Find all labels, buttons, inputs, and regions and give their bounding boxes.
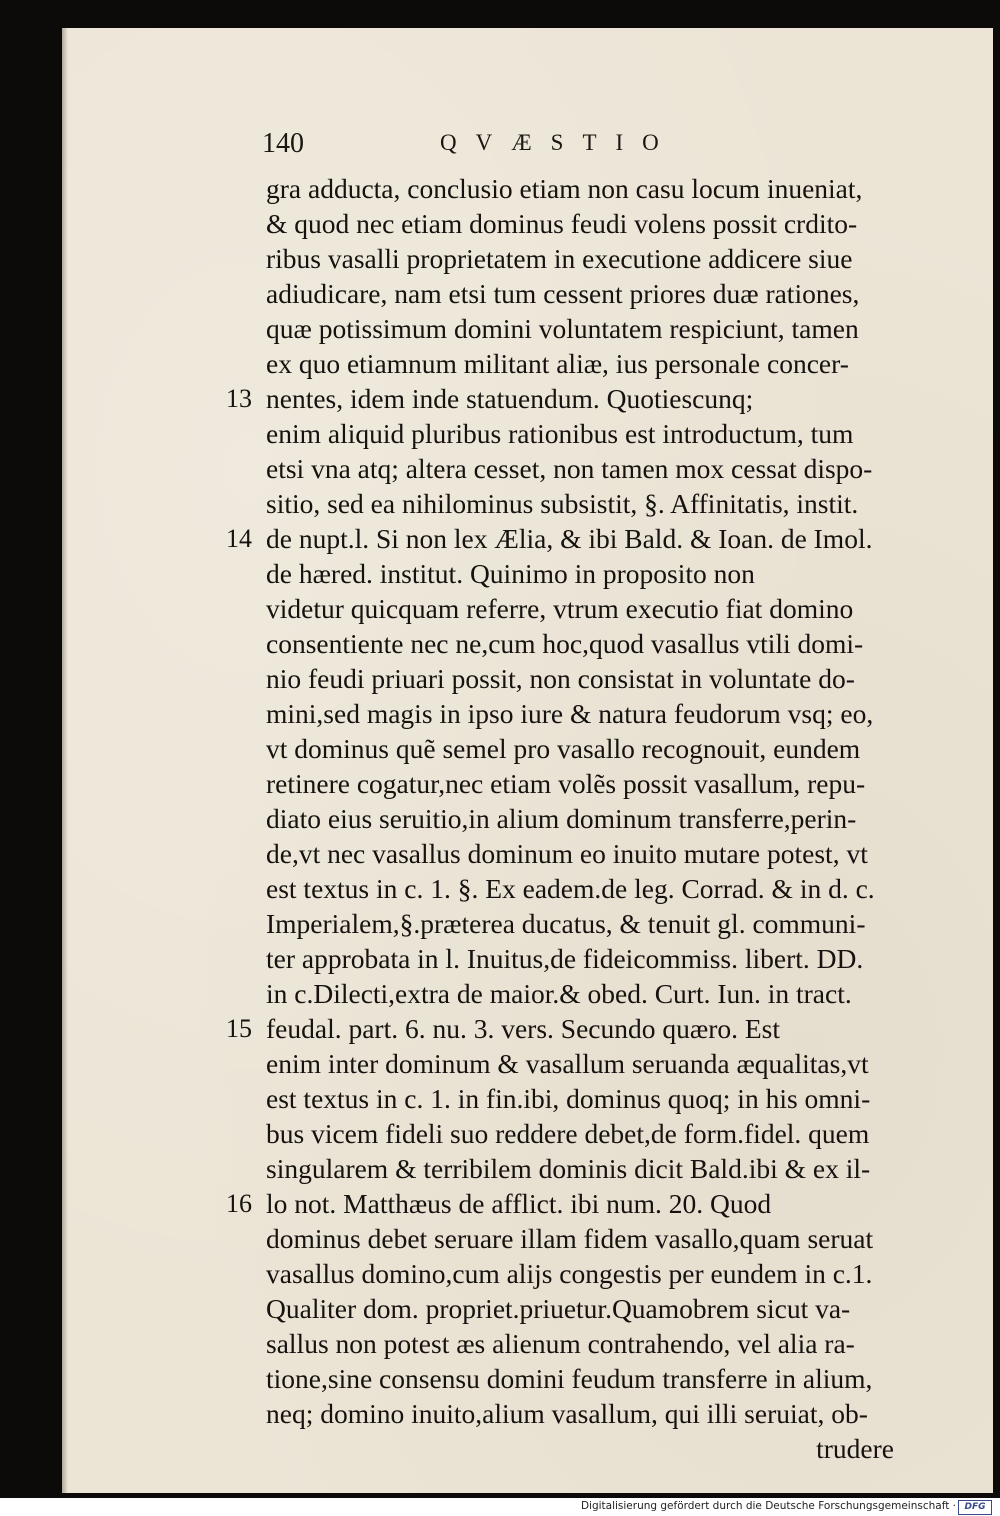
- text-line: ribus vasalli proprietatem in executione addicere siue: [266, 243, 853, 274]
- running-head: QVÆSTIO: [440, 130, 678, 155]
- text-line: & quod nec etiam dominus feudi volens possit crdito-: [266, 208, 858, 239]
- text-line: de,vt nec vasallus dominum eo inuito mutare potest, vt: [266, 838, 868, 869]
- marginal-number-15: 15: [226, 1014, 252, 1043]
- dfg-logo-icon: DFG: [958, 1500, 992, 1515]
- text-line: lo not. Matthæus de afflict. ibi num. 20. Quod: [266, 1188, 772, 1219]
- text-line: tione,sine consensu domini feudum transferre in alium,: [266, 1363, 873, 1394]
- text-line: enim inter dominum & vasallum seruanda æqualitas,vt: [266, 1048, 869, 1079]
- text-line: singularem & terribilem dominis dicit Bald.ibi & ex il-: [266, 1153, 871, 1184]
- digitization-credit: Digitalisierung gefördert durch die Deutsche Forschungsgemeinschaft ·: [580, 1500, 956, 1512]
- text-line: est textus in c. 1. §. Ex eadem.de leg. Corrad. & in d. c.: [266, 873, 875, 904]
- text-line: nio feudi priuari possit, non consistat in voluntate do-: [266, 663, 855, 694]
- text-line: mini,sed magis in ipso iure & natura feudorum vsq; eo,: [266, 698, 874, 729]
- text-line: bus vicem fideli suo reddere debet,de form.fidel. quem: [266, 1118, 870, 1149]
- page-fold-shadow: [62, 28, 68, 1493]
- text-line: sallus non potest æs alienum contrahendo, vel alia ra-: [266, 1328, 855, 1359]
- catchword: trudere: [816, 1433, 894, 1464]
- text-line: dominus debet seruare illam fidem vasallo,quam seruat: [266, 1223, 874, 1254]
- text-line: sitio, sed ea nihilominus subsistit, §. Affinitatis, instit.: [266, 488, 859, 519]
- page-header: [262, 128, 902, 162]
- text-line: neq; domino inuito,alium vasallum, qui illi seruiat, ob-: [266, 1398, 868, 1429]
- text-line: adiudicare, nam etsi tum cessent priores duæ rationes,: [266, 278, 860, 309]
- text-line: Imperialem,§.præterea ducatus, & tenuit gl. communi-: [266, 908, 866, 939]
- text-line: gra adducta, conclusio etiam non casu locum inueniat,: [266, 173, 863, 204]
- text-line: de hæred. institut. Quinimo in proposito non: [266, 558, 755, 589]
- text-line: ter approbata in l. Inuitus,de fideicommiss. libert. DD.: [266, 943, 864, 974]
- text-line: de nupt.l. Si non lex Ælia, & ibi Bald. & Ioan. de Imol.: [266, 523, 873, 554]
- text-line: ex quo etiamnum militant aliæ, ius personale concer-: [266, 348, 849, 379]
- text-line: feudal. part. 6. nu. 3. vers. Secundo quæro. Est: [266, 1013, 781, 1044]
- page-number: 140: [262, 128, 304, 159]
- text-line: consentiente nec ne,cum hoc,quod vasallus vtili domi-: [266, 628, 864, 659]
- text-line: videtur quicquam referre, vtrum executio fiat domino: [266, 593, 854, 624]
- text-line: vt dominus quẽ semel pro vasallo recognouit, eundem: [266, 733, 861, 764]
- marginal-number-13: 13: [226, 384, 252, 413]
- marginal-number-16: 16: [226, 1189, 252, 1218]
- text-line: diato eius seruitio,in alium dominum transferre,perin-: [266, 803, 857, 834]
- text-line: nentes, idem inde statuendum. Quotiescunq;: [266, 383, 754, 414]
- text-line: est textus in c. 1. in fin.ibi, dominus quoq; in his omni-: [266, 1083, 871, 1114]
- text-line: enim aliquid pluribus rationibus est introductum, tum: [266, 418, 854, 449]
- text-line: in c.Dilecti,extra de maior.& obed. Curt. Iun. in tract.: [266, 978, 852, 1009]
- marginal-number-14: 14: [226, 524, 252, 553]
- text-line: quæ potissimum domini voluntatem respiciunt, tamen: [266, 313, 859, 344]
- text-line: Qualiter dom. propriet.priuetur.Quamobrem sicut va-: [266, 1293, 851, 1324]
- text-line: etsi vna atq; altera cesset, non tamen mox cessat dispo-: [266, 453, 873, 484]
- text-line: retinere cogatur,nec etiam volẽs possit vasallum, repu-: [266, 768, 866, 799]
- text-line: vasallus domino,cum alijs congestis per eundem in c.1.: [266, 1258, 873, 1289]
